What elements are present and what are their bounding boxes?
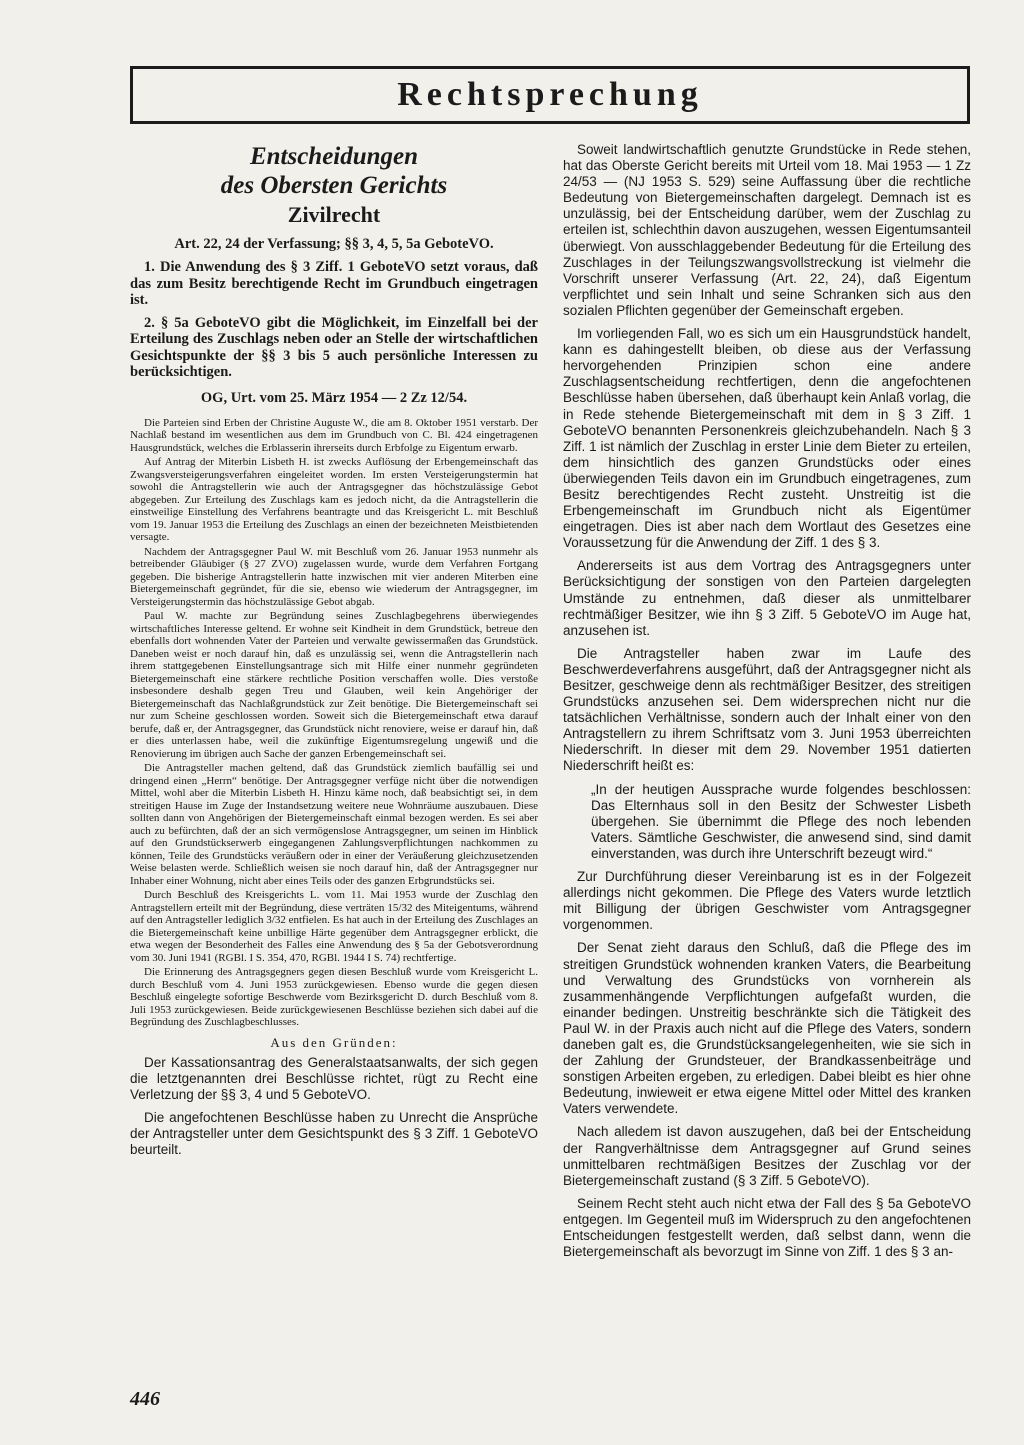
facts-paragraph: Die Antragsteller machen geltend, daß das Grundstück ziemlich baufällig sei und dringend einen „Herrn“ benötige. Der Antragsgegner verfüge nicht über die notwendigen Mittel, wohl aber die Miterbin Lisbeth H. Hinzu käme noch, daß beabsichtigt sei, in dem streitigen Hause im Zuge der Instandsetzung weitere neue Wohnräume auszubauen. Diese sollten dann von Angehörigen der Bietergemeinschaft einmal bezogen werden. Es sei aber auch zu befürchten, daß der an sich vermögenslose Antragsgegner, um seinen im Hinblick auf den Grundstückserwerb eingegangenen Zahlungsverpflichtungen nachkommen zu können, Teile des Grundstücks veräußern oder in einer der Veräußerung gleichzusetzenden Weise belasten werde. Schließlich weisen sie noch darauf hin, daß der Antragsgegner nur Inhaber einer Wohnung, nicht aber eines Teils oder des ganzen Erbgrundstücks sei. — [130, 762, 538, 887]
section-title: Rechtsprechung — [397, 76, 703, 113]
body-paragraph: Zur Durchführung dieser Vereinbarung ist es in der Folgezeit allerdings nicht gekommen. Die Pflege des Vaters wurde letztlich mit Billigung der übrigen Geschwister vom Antragsgegner vorgenommen. — [563, 869, 971, 933]
right-column — [563, 142, 971, 1267]
facts-paragraph: Auf Antrag der Miterbin Lisbeth H. ist zwecks Auflösung der Erbengemeinschaft das Zwangsversteigerungsverfahren eingeleitet worden. Im ersten Versteigerungstermin hat sowohl die Antragstellerin wie auch der Antragsgegner das höchstzulässige Gebot abgegeben. Zur Erteilung des Zuschlags kam es jedoch nicht, da die Antragstellerin die einstweilige Einstellung des Verfahrens beantragte und das Kreisgericht L. mit Beschluß vom 19. Januar 1953 die Erteilung des Zuschlags an einen der bezeichneten Meistbietenden versagte. — [130, 456, 538, 543]
body-paragraph: Die Antragsteller haben zwar im Laufe des Beschwerdeverfahrens ausgeführt, daß der Antragsgegner nicht als Besitzer, geschweige denn als rechtmäßiger Besitzer, des streitigen Grundstücks anzusehen sei. Dem widersprechen nicht nur die tatsächlichen Verhältnisse, sondern auch der Inhalt einer von den Antragstellern zu ihrem Schriftsatz vom 3. Juni 1953 überreichten Niederschrift. In dieser mit dem 29. November 1951 datierten Niederschrift heißt es: — [563, 645, 971, 774]
left-column — [130, 142, 538, 1165]
facts-paragraph: Nachdem der Antragsgegner Paul W. mit Beschluß vom 26. Januar 1953 nunmehr als betreibender Gläubiger (§ 27 ZVO) zugelassen wurde, wurde dem Verfahren Fortgang gegeben. Die bisherige Antragstellerin hatte inzwischen mit vier anderen Miterben eine Bietergemeinschaft gegründet, für die sie, ebenso wie wiederum der Antragsgegner, im Versteigerungstermin das höchstzulässige Gebot abgab. — [130, 545, 538, 608]
leitsatz-1: 1. Die Anwendung des § 3 Ziff. 1 GeboteVO setzt voraus, daß das zum Besitz berechtigende Recht im Grundbuch eingetragen ist. — [130, 259, 538, 308]
article-heading — [130, 142, 538, 228]
facts-paragraph: Die Parteien sind Erben der Christine Auguste W., die am 8. Oktober 1951 verstarb. Der Nachlaß bestand im wesentlichen aus dem im Grundbuch von C. Bl. 424 eingetragenen Hausgrundstück, welches die Erblasserin ihrerseits durch Erbfolge zu Eigentum erwarb. — [130, 416, 538, 454]
body-paragraph: Im vorliegenden Fall, wo es sich um ein Hausgrundstück handelt, kann es dahingestellt bleiben, ob diese aus der Verfassung hervorgehenden Prinzipien schon eine andere Zuschlagsentscheidung rechtfertigen, denn die angefochtenen Beschlüsse haben übersehen, daß überhaupt kein Anlaß vorlag, die in Rede stehende Bietergemeinschaft mit dem in § 3 Ziff. 1 GeboteVO benannten Personenkreis gleichzubehandeln. Nach § 3 Ziff. 1 ist nämlich der Zuschlag in erster Linie dem Bieter zu erteilen, dem hinsichtlich des ganzen Grundstücks oder eines überwiegenden Teils davon ein im Grundbuch eingetragenes, zum Besitz berechtigendes Recht zusteht. Unstreitig ist die Erbengemeinschaft im Grundbuch nicht als Eigentümer eingetragen. Dies ist aber nach dem Wortlaut des Gesetzes eine Voraussetzung für die Anwendung der Ziff. 1 des § 3. — [563, 326, 971, 551]
facts-paragraph: Paul W. machte zur Begründung seines Zuschlagbegehrens überwiegendes wirtschaftliches Interesse geltend. Er wohne seit Kindheit in dem Grundstück, betreue den ebenfalls dort wohnenden Vater der Parteien und verwalte gewissermaßen das Grundstück. Daneben weist er noch darauf hin, daß es unzulässig sei, wenn die Antragstellerin nach ihrem stattgegebenen Einstellungsantrage sich mit Hilfe einer nunmehr gegründeten Bietergemeinschaft eine stärkere rechtliche Position verschaffen wolle. Dies verstoße insbesondere deshalb gegen Treu und Glauben, weil kein Angehöriger der Bietergemeinschaft das Nachlaßgrundstück zur Zeit benötige. Die Bietergemeinschaft sei nur zum Scheine geschlossen worden. Soweit sich die Bietergemeinschaft etwa darauf berufe, daß er, der Antragsgegner, das Grundstück nicht renoviere, weise er darauf hin, daß er dies unterlassen habe, weil die zukünftige Eigentumsregelung ungewiß und die Renovierung im übrigen auch Sache der ganzen Erbengemeinschaft sei. — [130, 610, 538, 760]
body-paragraph: Die angefochtenen Beschlüsse haben zu Unrecht die Ansprüche der Antragsteller unter dem Gesichtspunkt des § 3 Ziff. 1 GeboteVO beurteilt. — [130, 1109, 538, 1157]
body-paragraph: Soweit landwirtschaftlich genutzte Grundstücke in Rede stehen, hat das Oberste Gericht bereits mit Urteil vom 18. Mai 1953 — 1 Zz 24/53 — (NJ 1953 S. 529) seine Auffassung über die rechtliche Bedeutung von Bietergemeinschaften dargelegt. Demnach ist es unzulässig, bei der Entscheidung darüber, wem der Zuschlag zu erteilen ist, schlechthin davon auszugehen, wessen Eigentumsanteil überwiegt. Von ausschlaggebender Bedeutung für die Erteilung des Zuschlages in der Teilungszwangsvollstreckung ist vielmehr die Vorschrift unserer Verfassung (Art. 22, 24), daß Eigentum verpflichtet und sein Inhalt und seine Schranken sich aus den sozialen Pflichten gegenüber der Gemeinschaft ergeben. — [563, 142, 971, 318]
article-section: Zivilrecht — [287, 202, 381, 227]
legal-reference: Art. 22, 24 der Verfassung; §§ 3, 4, 5, 5a GeboteVO. — [174, 236, 494, 252]
leitsatz-2: 2. § 5a GeboteVO gibt die Möglichkeit, im Einzelfall bei der Erteilung des Zuschlags neben oder an Stelle der wirtschaftlichen Gesichtspunkte der §§ 3 bis 5 auch persönliche Interessen zu berücksichtigen. — [130, 314, 538, 380]
quotation: „In der heutigen Aussprache wurde folgendes beschlossen: Das Elternhaus soll in den Besitz der Schwester Lisbeth übergehen. Sie übernimmt die Pflege des noch lebenden Vaters. Sämtliche Geschwister, die anwesend sind, sind damit einverstanden, was durch ihre Unterschrift bezeugt wird.“ — [591, 781, 971, 861]
page-number: 446 — [130, 1388, 160, 1410]
article-title-line1: Entscheidungen — [249, 143, 419, 170]
body-paragraph: Nach alledem ist davon auszugehen, daß bei der Entscheidung der Rangverhältnisse dem Antragsgegner auf Grund seines unmittelbaren rechtmäßigen Besitzes der Zuschlag vor der Bietergemeinschaft zustand (§ 3 Ziff. 5 GeboteVO). — [563, 1124, 971, 1188]
gruende-heading: Aus den Gründen: — [270, 1034, 398, 1050]
body-paragraph: Der Senat zieht daraus den Schluß, daß die Pflege des im streitigen Grundstück wohnenden kranken Vaters, die Bearbeitung und Verwaltung des Grundstücks von vornherein als zusammenhängende Verpflichtungen aufgefaßt wurden, die einander bedingen. Unstreitig beschränkte sich die Tätigkeit des Paul W. in der Praxis auch nicht auf die Pflege des Vaters, sondern daneben galt es, die Grundstücksangelegenheiten, wie sie sich in der Zahlung der Grundsteuer, der Brandkassenbeiträge und sonstigen Arbeiten ergeben, zu erledigen. Dabei bleibt es hier ohne Bedeutung, inwieweit er etwa eigene Mittel oder Mittel des kranken Vaters verwendete. — [563, 940, 971, 1117]
section-header — [130, 66, 970, 124]
article-title-line2: des Obersten Gerichts — [220, 172, 448, 199]
facts-section — [130, 417, 538, 1029]
facts-paragraph: Durch Beschluß des Kreisgerichts L. vom 11. Mai 1953 wurde der Zuschlag den Antragstellern erteilt mit der Begründung, diese verträten 15/32 des Miteigentums, während auf den Antragsteller lediglich 3/32 entfielen. Es hat auch in der Erteilung des Zuschlages an die Bietergemeinschaft keine unbillige Härte gegenüber dem Antragsgegner erblickt, die etwa wegen der Besonderheit des Falles eine Anwendung des § 5a der Gebotsverordnung vom 30. Juni 1941 (RGBl. I S. 354, 470, RGBl. 1944 I S. 74) rechtfertige. — [130, 889, 538, 964]
body-paragraph: Seinem Recht steht auch nicht etwa der Fall des § 5a GeboteVO entgegen. Im Gegenteil muß im Widerspruch zu den angefochtenen Entscheidungen festgestellt werden, daß selbst dann, wenn die Bietergemeinschaft als bevorzugt im Sinne von Ziff. 1 des § 3 an- — [563, 1195, 971, 1260]
body-paragraph: Der Kassationsantrag des Generalstaatsanwalts, der sich gegen die letztgenannten drei Beschlüsse richtet, rügt zu Recht eine Verletzung der §§ 3, 4 und 5 GeboteVO. — [130, 1054, 538, 1102]
body-paragraph: Andererseits ist aus dem Vortrag des Antragsgegners unter Berücksichtigung der sonstigen von den Parteien dargelegten Umstände zu entnehmen, daß dieser als unmittelbarer rechtmäßiger Besitzer, wie ihn § 3 Ziff. 5 GeboteVO im Auge hat, anzusehen ist. — [563, 558, 971, 638]
facts-paragraph: Die Erinnerung des Antragsgegners gegen diesen Beschluß wurde vom Kreisgericht L. durch Beschluß vom 4. Juni 1953 zurückgewiesen. Ebenso wurde die gegen diesen Beschluß eingelegte sofortige Beschwerde vom Bezirksgericht D. durch Beschluß vom 8. Juli 1953 zurückgewiesen. Beide zurückgewiesenen Beschlüsse beziehen sich dabei auf die Begründung des Zuschlagbeschlusses. — [130, 966, 538, 1028]
court-reference: OG, Urt. vom 25. März 1954 — 2 Zz 12/54. — [200, 389, 468, 406]
